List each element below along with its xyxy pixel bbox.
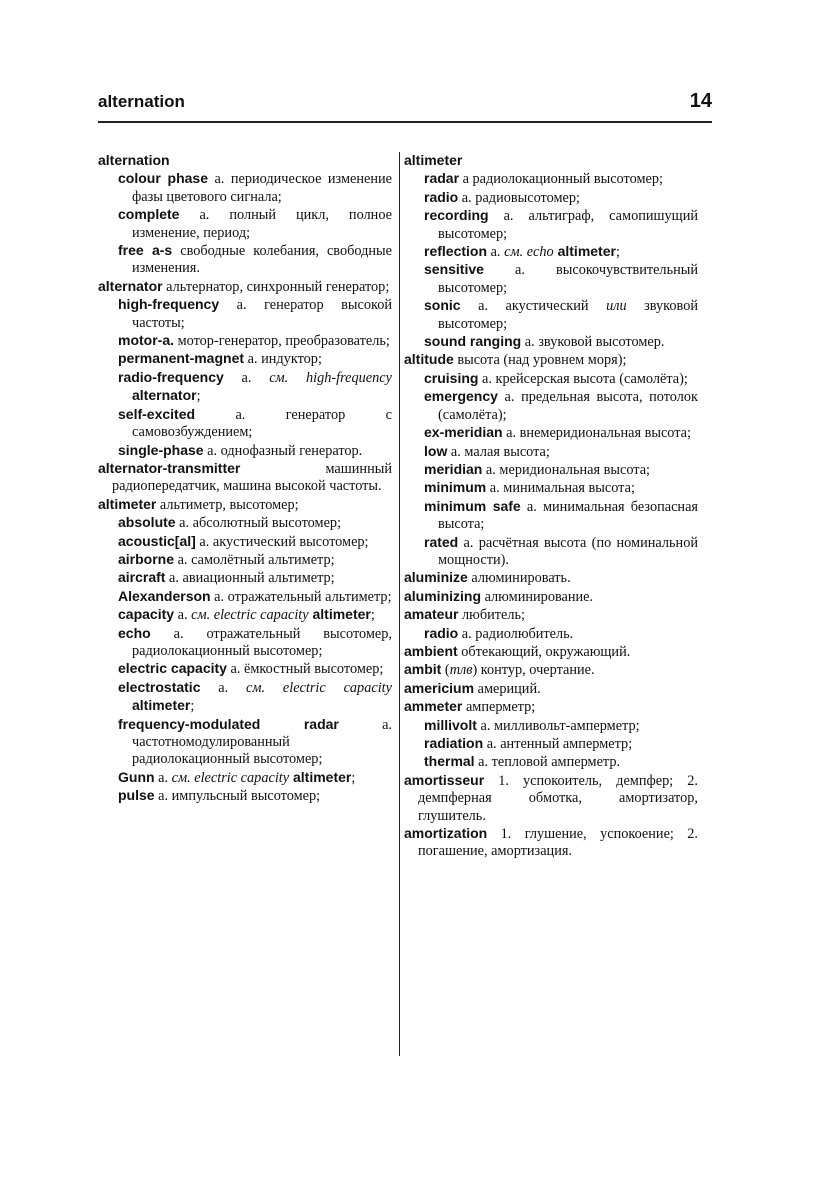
definition: 1. глушение, успокоение; 2. погашение, амортизация.: [418, 826, 698, 860]
dictionary-subentry: [98, 170, 392, 206]
dictionary-subentry: [98, 242, 392, 278]
dictionary-entry: [98, 278, 392, 296]
definition: альтиметр, высотомер;: [156, 496, 299, 513]
right-column: [404, 152, 698, 861]
headword: cruising: [424, 369, 479, 386]
dictionary-subentry: [404, 261, 698, 297]
headword: alternation: [98, 152, 170, 168]
definition: альтернатор, синхронный генератор;: [162, 278, 390, 295]
definition: a. авиационный альтиметр;: [165, 570, 335, 587]
dictionary-subentry: [98, 588, 392, 606]
definition: a. тепловой амперметр.: [474, 754, 621, 771]
headword: reflection: [424, 243, 488, 260]
headword: radio-frequency: [118, 368, 224, 385]
dictionary-subentry: [404, 753, 698, 771]
definition: a. минимальная безопасная высота;: [438, 498, 699, 533]
definition: высота (над уровнем моря);: [453, 352, 627, 369]
dictionary-entry: [404, 152, 698, 170]
headword: alternator-transmitter: [98, 459, 241, 476]
cross-reference: или: [606, 298, 627, 315]
running-head-word: alternation: [98, 92, 185, 111]
headword: electrostatic: [118, 678, 201, 695]
dictionary-entry: [404, 643, 698, 661]
headword: minimum: [424, 479, 487, 496]
headword: alternator: [98, 277, 163, 294]
definition: a. периодическое изменение фазы цветового сигнала;: [132, 171, 392, 205]
headword: low: [424, 442, 448, 459]
referenced-term: alternator: [132, 387, 197, 404]
headword: americium: [404, 679, 475, 696]
cross-reference: см. electric capacity: [191, 607, 309, 624]
headword: echo: [118, 624, 151, 641]
definition: алюминировать.: [467, 570, 571, 587]
definition: a. милливольт-амперметр;: [476, 717, 640, 734]
definition: a. расчётная высота (по номинальной мощности).: [438, 534, 698, 568]
headword: frequency-modulated radar: [118, 715, 339, 732]
headword: amortisseur: [404, 771, 485, 788]
headword: permanent-magnet: [118, 350, 245, 367]
dictionary-entry: [404, 351, 698, 369]
page-number: 14: [689, 90, 712, 112]
headword: single-phase: [118, 441, 204, 458]
definition: a. антенный амперметр;: [483, 736, 633, 752]
dictionary-subentry: [404, 735, 698, 753]
dictionary-subentry: [98, 679, 392, 716]
definition: свободные колебания, свободные изменения.: [132, 243, 392, 277]
dictionary-entry: [404, 698, 698, 716]
definition: a. отражательный альтиметр;: [210, 588, 392, 605]
dictionary-entry: [98, 496, 392, 514]
headword: capacity: [118, 606, 175, 623]
definition-tail: звуковой высотомер;: [438, 298, 698, 332]
headword: radio: [424, 188, 459, 205]
definition: a. генератор с самовозбуждением;: [132, 406, 392, 441]
definition: мотор-генератор, преобразователь;: [174, 333, 390, 350]
dictionary-entry: [404, 661, 698, 679]
definition: a. малая высота;: [447, 443, 550, 460]
dictionary-subentry: [404, 388, 698, 424]
headword: aircraft: [118, 569, 166, 586]
dictionary-subentry: [98, 606, 392, 624]
definition-tail: ;: [615, 244, 620, 261]
left-column: [98, 152, 392, 806]
dictionary-subentry: [404, 534, 698, 570]
definition: a.: [154, 769, 172, 786]
dictionary-subentry: [404, 370, 698, 388]
headword: ambient: [404, 642, 458, 659]
definition-tail: ;: [351, 769, 356, 786]
definition: a.: [223, 369, 270, 386]
dictionary-subentry: [98, 514, 392, 532]
headword: acoustic[al]: [118, 532, 196, 549]
cross-reference: см. electric capacity: [171, 769, 290, 786]
dictionary-subentry: [404, 443, 698, 461]
headword: sonic: [424, 297, 461, 314]
cross-reference: см. electric capacity: [246, 679, 392, 696]
headword: self-excited: [118, 405, 196, 422]
definition: a. меридиональная высота;: [482, 461, 651, 478]
headword: aluminizing: [404, 587, 481, 604]
definition: машинный радиопередатчик, машина высокой частоты.: [112, 460, 392, 495]
headword: electric capacity: [118, 660, 227, 677]
definition: a. частотномодулированный радиолокационный высотомер;: [132, 716, 393, 768]
headword: altimeter: [98, 495, 157, 512]
headword: ex-meridian: [424, 424, 503, 441]
headword: Gunn: [118, 768, 155, 785]
headword: ammeter: [404, 698, 463, 715]
definition-tail: ) контур, очертание.: [472, 662, 595, 679]
dictionary-entry: [98, 460, 392, 496]
headword: amateur: [404, 606, 459, 623]
headword: aluminize: [404, 569, 468, 586]
definition: a. крейсерская высота (самолёта);: [478, 370, 688, 387]
dictionary-subentry: [404, 625, 698, 643]
headword: minimum safe: [424, 497, 521, 514]
dictionary-subentry: [98, 716, 392, 769]
header-rule: [98, 121, 712, 123]
definition: a. ёмкостный высотомер;: [226, 661, 384, 678]
headword: ambit: [404, 661, 442, 678]
headword: complete: [118, 206, 180, 223]
definition: 1. успокоитель, демпфер; 2. демпферная обмотка, амортизатор, глушитель.: [418, 772, 698, 824]
headword: sound ranging: [424, 333, 522, 350]
cross-reference: см. high-frequency: [269, 369, 392, 386]
dictionary-subentry: [404, 297, 698, 333]
definition: a. предельная высота, потолок (самолёта);: [438, 389, 698, 423]
dictionary-entry: [404, 825, 698, 861]
headword: pulse: [118, 787, 155, 804]
headword: free a-s: [118, 242, 173, 259]
dictionary-subentry: [404, 170, 698, 188]
dictionary-subentry: [404, 424, 698, 442]
referenced-term: altimeter: [308, 606, 371, 623]
definition: a. однофазный генератор.: [203, 442, 363, 459]
dictionary-subentry: [98, 442, 392, 460]
definition: a. отражательный высотомер, радиолокационный высотомер;: [132, 625, 392, 659]
dictionary-subentry: [98, 769, 392, 787]
headword: radio: [424, 624, 459, 641]
dictionary-subentry: [98, 569, 392, 587]
headword: altimeter: [404, 152, 463, 168]
dictionary-subentry: [404, 333, 698, 351]
dictionary-subentry: [404, 498, 698, 534]
cross-reference: см. echo: [504, 244, 554, 261]
headword: thermal: [424, 753, 475, 770]
column-divider: [399, 152, 400, 1056]
definition: a. минимальная высота;: [486, 480, 635, 497]
definition-tail: ;: [196, 388, 201, 405]
definition: a. внемеридиональная высота;: [502, 425, 692, 442]
referenced-term: altimeter: [553, 243, 616, 260]
headword: Alexanderson: [118, 587, 211, 604]
dictionary-entry: [404, 588, 698, 606]
dictionary-subentry: [404, 479, 698, 497]
definition: a. высокочувствительный высотомер;: [438, 262, 698, 296]
definition: обтекающий, окружающий.: [457, 643, 631, 660]
dictionary-subentry: [404, 717, 698, 735]
dictionary-subentry: [98, 533, 392, 551]
dictionary-subentry: [98, 206, 392, 242]
definition: (: [441, 662, 450, 679]
referenced-term: altimeter: [132, 697, 191, 714]
definition: любитель;: [458, 607, 526, 624]
definition: a. радиолюбитель.: [458, 625, 574, 642]
definition: алюминирование.: [481, 588, 594, 605]
dictionary-entry: [404, 606, 698, 624]
dictionary-subentry: [98, 660, 392, 678]
headword: airborne: [118, 550, 175, 567]
definition: a. импульсный высотомер;: [154, 788, 321, 805]
definition: a. звуковой высотомер.: [521, 334, 665, 351]
definition: a. полный цикл, полное изменение, период;: [132, 207, 392, 241]
definition: амперметр;: [462, 699, 536, 716]
headword: motor-a.: [118, 332, 174, 349]
dictionary-subentry: [98, 406, 392, 442]
definition-tail: ;: [370, 607, 375, 624]
definition: a. генератор высокой частоты;: [132, 297, 392, 331]
dictionary-subentry: [404, 189, 698, 207]
headword: recording: [424, 207, 489, 224]
headword: emergency: [424, 388, 498, 405]
headword: amortization: [404, 825, 488, 842]
headword: millivolt: [424, 716, 477, 733]
definition: a. радиовысотомер;: [458, 189, 580, 206]
headword: colour phase: [118, 170, 209, 187]
dictionary-entry: [404, 680, 698, 698]
dictionary-subentry: [404, 207, 698, 243]
dictionary-entry: [98, 152, 392, 170]
definition: a. индуктор;: [244, 351, 322, 368]
dictionary-entry: [404, 569, 698, 587]
dictionary-entry: [404, 772, 698, 825]
dictionary-subentry: [404, 461, 698, 479]
running-head: [98, 92, 712, 118]
cross-reference: тлв: [449, 662, 473, 679]
headword: radiation: [424, 735, 484, 751]
headword: meridian: [424, 460, 483, 477]
dictionary-subentry: [98, 350, 392, 368]
headword: absolute: [118, 514, 176, 531]
referenced-term: altimeter: [289, 768, 352, 785]
headword: altitude: [404, 351, 454, 368]
dictionary-subentry: [98, 625, 392, 661]
definition: a. акустический: [460, 298, 607, 315]
dictionary-subentry: [98, 551, 392, 569]
dictionary-subentry: [404, 243, 698, 261]
dictionary-subentry: [98, 296, 392, 332]
definition: a. альтиграф, самопишущий высотомер;: [438, 208, 698, 242]
definition-tail: ;: [190, 698, 195, 715]
dictionary-subentry: [98, 787, 392, 805]
definition: a. самолётный альтиметр;: [174, 551, 335, 568]
headword: high-frequency: [118, 296, 220, 313]
headword: rated: [424, 533, 459, 550]
headword: radar: [424, 170, 460, 187]
definition: a.: [174, 607, 192, 624]
definition: a.: [487, 244, 505, 261]
headword: sensitive: [424, 261, 484, 278]
dictionary-subentry: [98, 332, 392, 350]
definition: америций.: [474, 680, 541, 697]
definition: a. акустический высотомер;: [195, 533, 369, 550]
definition: a. абсолютный высотомер;: [175, 515, 342, 532]
dictionary-subentry: [98, 369, 392, 406]
definition: a радиолокационный высотомер;: [459, 171, 663, 188]
definition: a.: [200, 679, 247, 696]
